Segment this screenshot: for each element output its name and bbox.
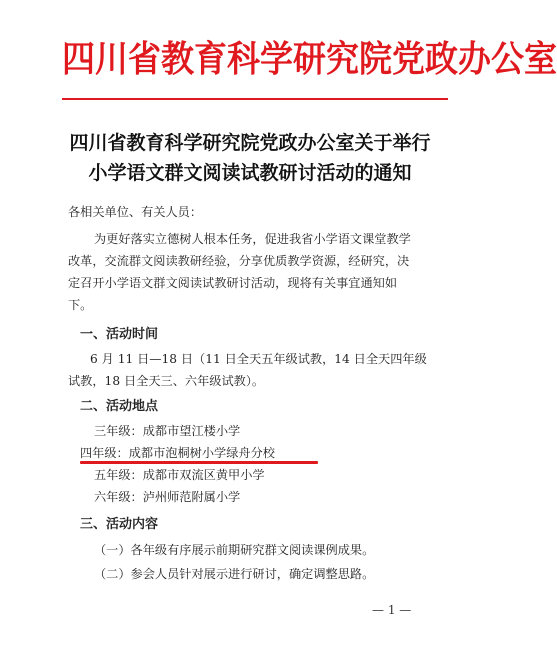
masthead-title: 四川省教育科学研究院党政办公室: [62, 37, 557, 80]
section-2-heading: 二、活动地点: [80, 399, 159, 414]
content-item-2: （二）参会人员针对展示进行研讨，确定调整思路。: [94, 567, 375, 581]
section-1-line-1: 6 月 11 日—18 日（11 日全天五年级试教，14 日全天四年级: [90, 352, 427, 366]
page-number: — 1 —: [372, 603, 412, 617]
document-title: [40, 128, 460, 188]
intro-line-4: 下。: [68, 298, 93, 312]
content-item-1: （一）各年级有序展示前期研究群文阅读课例成果。: [94, 543, 375, 557]
section-1-body: [68, 348, 442, 392]
masthead-red-rule: [62, 98, 448, 100]
location-grade-5: 五年级：成都市双流区黄甲小学: [94, 468, 265, 482]
location-grade-3: 三年级：成都市望江楼小学: [94, 424, 241, 438]
intro-line-3: 定召开小学语文群文阅读试教研讨活动，现将有关事宜通知如: [68, 276, 398, 290]
section-1-heading: 一、活动时间: [80, 327, 159, 342]
intro-line-1: 为更好落实立德树人根本任务，促进我省小学语文课堂教学: [94, 232, 411, 246]
section-2-list: [80, 420, 468, 508]
location-grade-4: 四年级：成都市泡桐树小学绿舟分校: [80, 446, 275, 460]
document-title-line-2: 小学语文群文阅读试教研讨活动的通知: [88, 162, 412, 184]
section-3-list: [94, 538, 468, 586]
section-1-line-2: 试教，18 日全天三、六年级试教）。: [68, 374, 265, 388]
salutation: 各相关单位、有关人员：: [68, 205, 203, 219]
document-title-line-1: 四川省教育科学研究院党政办公室关于举行: [69, 132, 431, 154]
intro-paragraph: [68, 228, 442, 316]
location-grade-6: 六年级：泸州师范附属小学: [94, 490, 241, 504]
highlight-underline: [80, 461, 318, 464]
section-3-heading: 三、活动内容: [80, 517, 159, 532]
intro-line-2: 改革，交流群文阅读教研经验，分享优质教学资源，经研究，决: [68, 254, 410, 268]
